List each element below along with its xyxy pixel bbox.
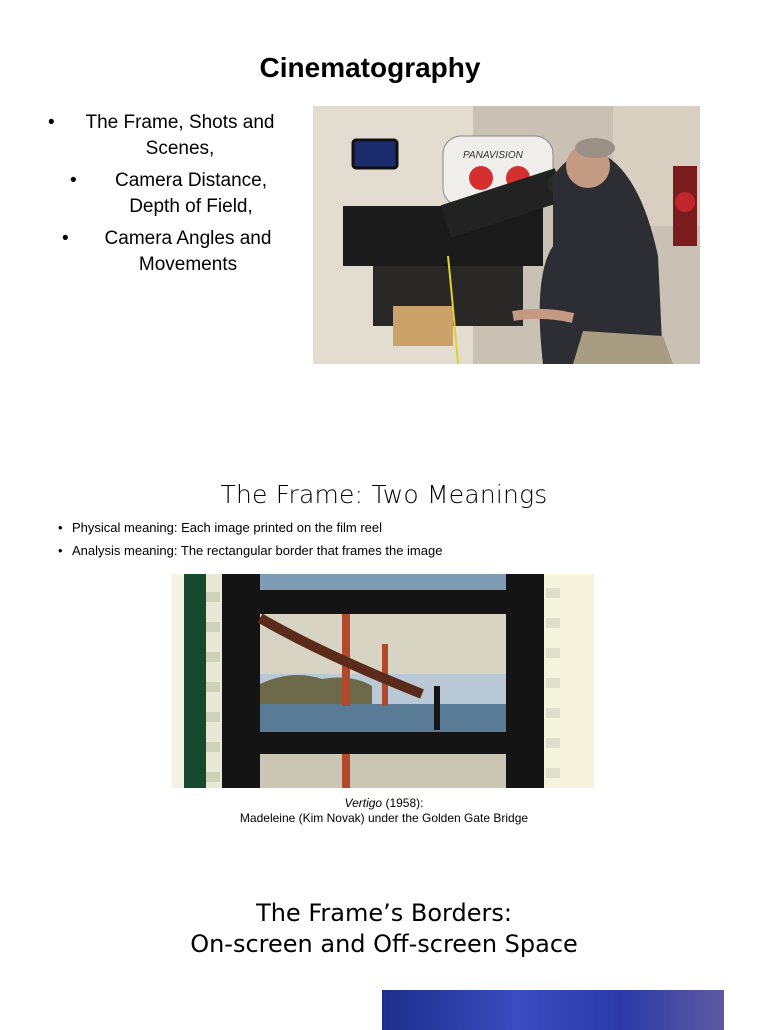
slide-title: The Frame’s Borders: On-screen and Off-screen Space <box>190 899 578 958</box>
film-strip-image <box>172 574 594 788</box>
bullet-item: • Camera Angles and Movements <box>62 228 272 275</box>
slide-cinematography <box>0 0 768 390</box>
bullet-list <box>48 110 298 284</box>
caption-film-title: Vertigo <box>344 796 383 810</box>
bullet-item: • Physical meaning: Each image printed on the film reel <box>58 520 382 535</box>
film-still-image <box>382 990 724 1030</box>
bullet-item: • Camera Distance, Depth of Field, <box>70 170 268 217</box>
bullet-list <box>58 520 442 566</box>
slide-the-frame <box>0 470 768 830</box>
panavision-logo: PANAVISION <box>463 150 523 161</box>
bullet-item: • Analysis meaning: The rectangular border that frames the image <box>58 543 443 558</box>
bullet-icon: • <box>62 228 69 249</box>
slide-title: Cinematography <box>259 52 481 83</box>
slide-frame-borders <box>0 890 768 1024</box>
slide-title: The Frame: Two Meanings <box>220 480 548 509</box>
camera-operator-photo <box>313 106 700 364</box>
film-strip-illustration <box>172 574 594 788</box>
bullet-item: • The Frame, Shots and Scenes, <box>48 112 275 159</box>
camera-photo-illustration <box>313 106 700 364</box>
bullet-icon: • <box>48 112 55 133</box>
bullet-icon: • <box>70 170 77 191</box>
image-caption: Vertigo (1958): Madeleine (Kim Novak) under the Golden Gate Bridge <box>239 796 529 825</box>
bullet-icon: • <box>58 543 63 558</box>
bullet-icon: • <box>58 520 63 535</box>
